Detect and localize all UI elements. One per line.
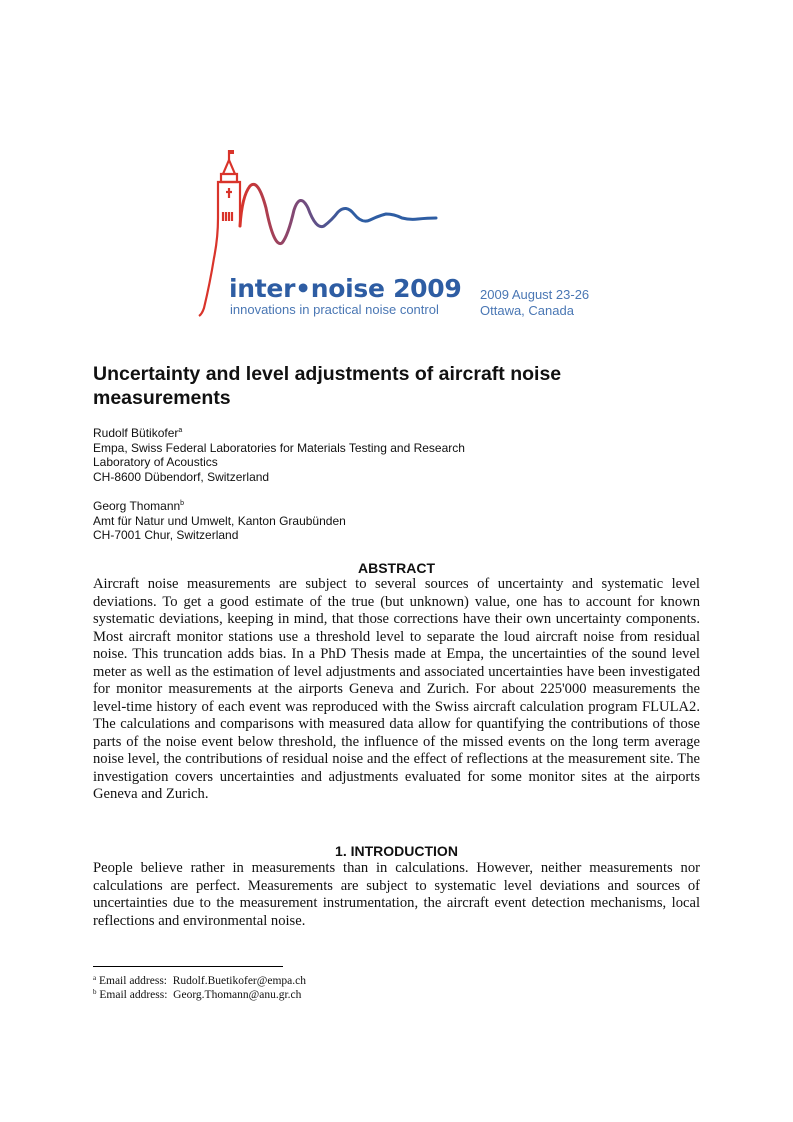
footnote-label: Email address: — [98, 975, 168, 987]
footnote-divider — [93, 966, 283, 967]
introduction-text: People believe rather in measurements than in calculations. However, neither measurements nor calculations are perfect. Measurements are subject to systematic level deviations and sources of uncertainties due to the measurement instrumentation, the aircraft event detection mechanisms, local reflections and environmental noise. — [93, 860, 700, 929]
footnote-email[interactable]: Georg.Thomann@anu.gr.ch — [173, 989, 302, 1001]
affiliation-line: Amt für Natur und Umwelt, Kanton Graubünden — [93, 513, 346, 528]
abstract-heading: ABSTRACT — [358, 560, 435, 576]
abstract-text: Aircraft noise measurements are subject to several sources of uncertainty and systematic level deviations. To get a good estimate of the true (but unknown) value, one has to account for known systematic deviations, keeping in mind, that those corrections have their own uncertainty components. Most aircraft monitor stations use a threshold level to separate the loud aircraft noise from residual noise. This truncation adds bias. In a PhD Thesis made at Empa, the uncertainties of the sound level meter as well as the estimation of level adjustments and associated uncertainties have been investigated for monitor measurements at the airports Geneva and Zurich. For about 225'000 measurements the level-time history of each event was reproduced with the Swiss aircraft calculation program FLULA2. The calculations and comparisons with measured data allow for quantifying the contributions of those parts of the noise event below threshold, the influence of the missed events on the long term average noise level, the contributions of residual noise and the effect of reflections at the measurement site. The investigation covers uncertainties and adjustments evaluated for some monitor sites at the airports Geneva and Zurich. — [93, 576, 700, 802]
author-name: Georg Thomann$^b$ — [93, 499, 185, 513]
affiliation-line: CH-8600 Dübendorf, Switzerland — [93, 469, 270, 484]
footnote-label: Email address: — [99, 989, 168, 1001]
footnote-marker: a — [93, 974, 97, 982]
footnote — [93, 989, 301, 1002]
introduction-heading: 1. INTRODUCTION — [335, 843, 458, 859]
affiliation-line: Laboratory of Acoustics — [93, 455, 218, 470]
affiliation-line: Empa, Swiss Federal Laboratories for Materials Testing and Research — [93, 440, 465, 455]
conference-date: 2009 August 23-26 — [480, 287, 590, 302]
footnote-email[interactable]: Rudolf.Buetikofer@empa.ch — [172, 975, 306, 987]
paper-title: Uncertainty and level adjustments of aircraft noise measurements — [93, 363, 562, 409]
sound-wave-icon — [240, 184, 436, 243]
affiliation-line: CH-7001 Chur, Switzerland — [93, 528, 239, 543]
author-block — [93, 426, 465, 484]
author-name: Rudolf Bütikofer$^a$ — [93, 426, 183, 440]
author-block — [93, 499, 346, 543]
author-marker: a — [178, 427, 183, 434]
author-marker: b — [180, 500, 185, 507]
footnote — [93, 975, 306, 988]
conference-tagline: innovations in practical noise control — [230, 302, 439, 317]
conference-brand: inter•noise 2009 — [229, 274, 462, 303]
conference-logo — [196, 148, 616, 323]
footnote-marker: b — [93, 988, 97, 996]
conference-place: Ottawa, Canada — [480, 303, 574, 318]
